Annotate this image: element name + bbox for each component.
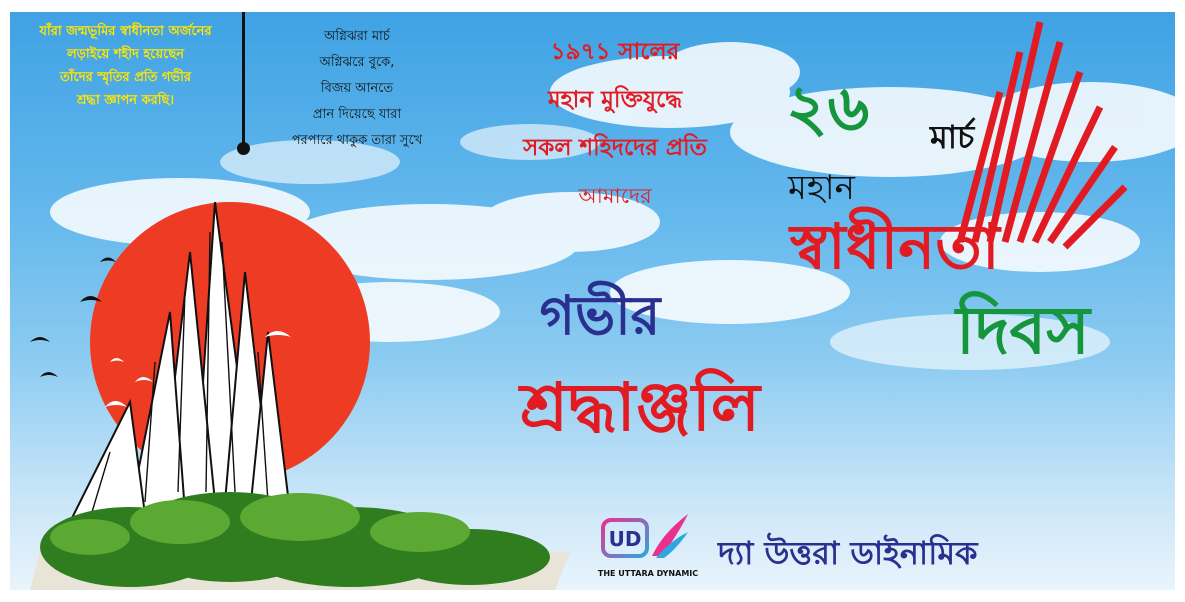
dedication-line: তাঁদের স্মৃতির প্রতি গভীর <box>60 70 191 85</box>
poem-line: পরপারে থাকুক তারা সুখে <box>291 133 423 148</box>
tribute-text <box>480 28 750 220</box>
poem <box>262 24 452 154</box>
dedication-text <box>18 20 233 112</box>
divider-dot <box>237 142 250 155</box>
poem-line: বিজয় আনতে <box>320 81 394 96</box>
headline-tribute: শ্রদ্ধাঞ্জলি <box>520 368 760 446</box>
tribute-line: মহান মুক্তিযুদ্ধে <box>547 87 683 113</box>
company-name: দ্যা উত্তরা ডাইনামিক <box>718 534 978 572</box>
tribute-line: ১৯৭১ সালের <box>550 39 680 65</box>
divider-line <box>242 12 245 152</box>
title-prefix: মহান <box>788 168 855 208</box>
poem-line: প্রান দিয়েছে যারা <box>312 107 402 122</box>
logo-caption: THE UTTARA DYNAMIC <box>597 569 699 578</box>
title-sub: দিবস <box>956 292 1090 369</box>
headline-deep: গভীর <box>539 283 661 347</box>
poem-line: অগ্নিঝরা মার্চ <box>324 29 390 44</box>
dedication-line: লড়াইয়ে শহীদ হয়েছেন <box>66 47 185 62</box>
poem-line: অগ্নিঝরে বুকে, <box>319 55 395 70</box>
dedication-line: শ্রদ্ধা জ্ঞাপন করছি। <box>76 93 175 108</box>
banner <box>10 12 1175 590</box>
title-main: স্বাধীনতা <box>790 210 1000 283</box>
uttara-dynamic-logo <box>600 510 690 566</box>
tribute-line: আমাদের <box>578 184 652 208</box>
dedication-line: যাঁরা জন্মভূমির স্বাধীনতা অর্জনের <box>39 24 212 39</box>
date-month: মার্চ <box>930 118 975 156</box>
date-number: ২৬ <box>786 72 870 146</box>
tribute-line: সকল শহিদদের প্রতি <box>523 135 707 161</box>
logo-letters: UD <box>608 527 642 551</box>
